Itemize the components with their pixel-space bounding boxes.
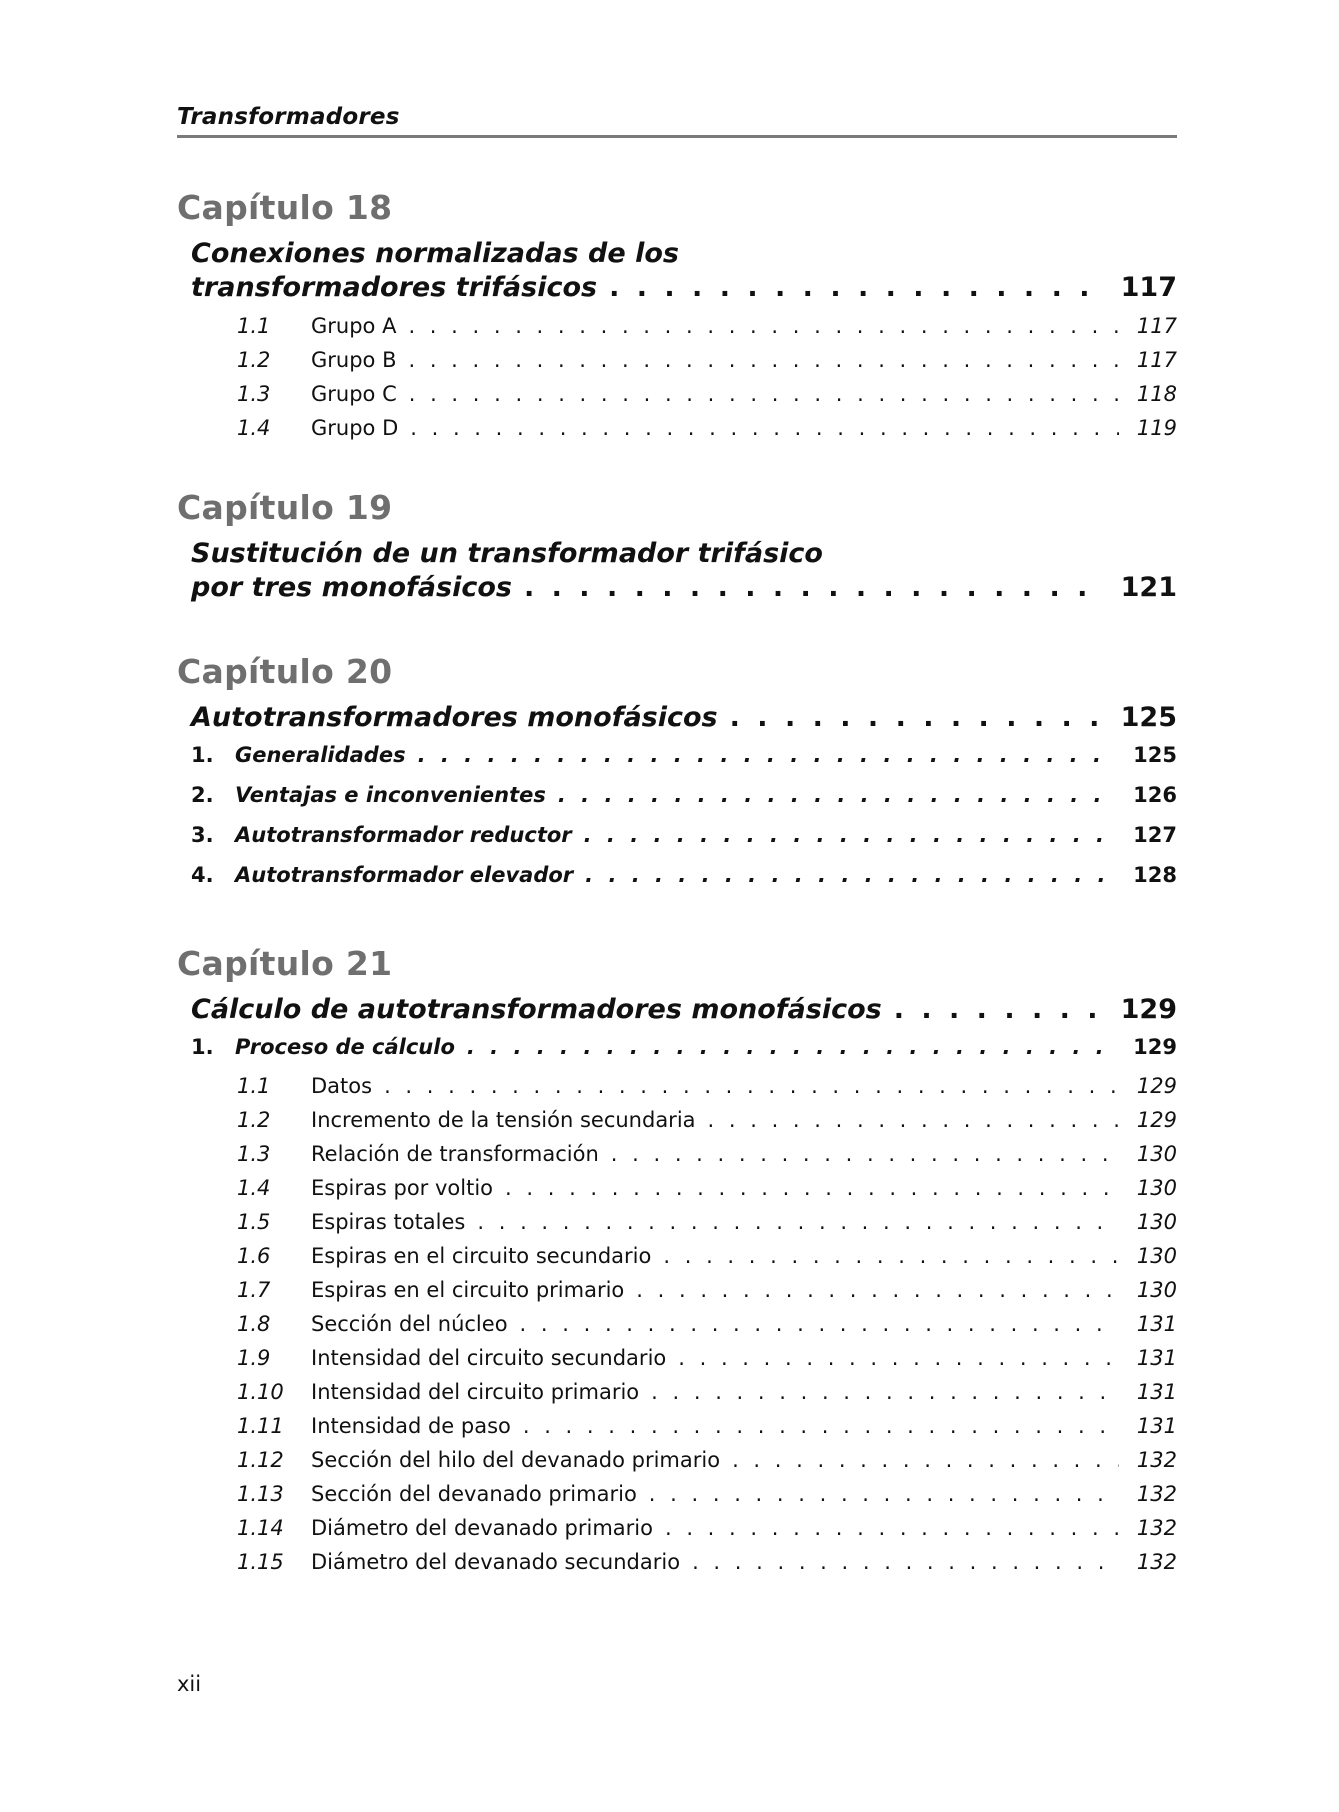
dot-leader <box>665 1511 1119 1545</box>
dot-leader <box>732 1443 1119 1477</box>
section-number: 4. <box>191 863 214 887</box>
dot-leader <box>523 1409 1119 1443</box>
chapter-19 <box>177 488 1177 605</box>
sub-number: 1.8 <box>237 1312 271 1336</box>
dot-leader <box>730 701 1103 735</box>
page-number: 127 <box>1133 823 1177 847</box>
dot-leader <box>384 1069 1119 1103</box>
footer-page-number: xii <box>177 1672 202 1696</box>
toc-sub-row[interactable] <box>237 1103 1177 1137</box>
page-number: 128 <box>1133 863 1177 887</box>
toc-section-row[interactable] <box>191 815 1177 855</box>
sub-number: 1.10 <box>237 1380 284 1404</box>
page-number: 130 <box>1136 1210 1177 1234</box>
dot-leader <box>409 377 1119 411</box>
chapter-title-line1: Sustitución de un transformador trifásico <box>191 538 823 569</box>
sub-title: Espiras totales <box>311 1210 466 1234</box>
chapter-heading: Capítulo 21 <box>177 944 393 983</box>
chapter-heading: Capítulo 20 <box>177 652 393 691</box>
dot-leader <box>692 1545 1119 1579</box>
toc-section-row[interactable] <box>191 1027 1177 1067</box>
page-number: 117 <box>1120 272 1177 303</box>
chapter-title-line2: transformadores trifásicos <box>191 272 598 303</box>
toc-sub-row[interactable] <box>237 1375 1177 1409</box>
page-number: 130 <box>1136 1278 1177 1302</box>
page-number: 119 <box>1136 416 1177 440</box>
dot-leader <box>584 815 1113 855</box>
dot-leader <box>651 1375 1119 1409</box>
toc-section-row[interactable] <box>191 735 1177 775</box>
dot-leader <box>505 1171 1119 1205</box>
sub-title: Diámetro del devanado secundario <box>311 1550 681 1574</box>
toc-sub-row[interactable] <box>237 343 1177 377</box>
page-number: 125 <box>1120 702 1177 733</box>
page-number: 132 <box>1136 1550 1177 1574</box>
dot-leader <box>708 1103 1119 1137</box>
page-number: 131 <box>1136 1346 1177 1370</box>
sub-number: 1.15 <box>237 1550 284 1574</box>
sub-number: 1.5 <box>237 1210 271 1234</box>
page-number: 125 <box>1133 743 1177 767</box>
sub-number: 1.1 <box>237 314 271 338</box>
sub-number: 1.2 <box>237 1108 271 1132</box>
sub-number: 1.3 <box>237 1142 271 1166</box>
page-number: 130 <box>1136 1176 1177 1200</box>
chapter-heading: Capítulo 19 <box>177 488 393 527</box>
sub-title: Espiras en el circuito secundario <box>311 1244 652 1268</box>
sub-title: Sección del devanado primario <box>311 1482 637 1506</box>
sub-title: Datos <box>311 1074 373 1098</box>
dot-leader <box>649 1477 1119 1511</box>
sub-number: 1.6 <box>237 1244 271 1268</box>
toc-sub-row[interactable] <box>237 1205 1177 1239</box>
toc-section-row[interactable] <box>191 775 1177 815</box>
dot-leader <box>408 309 1119 343</box>
sub-title: Intensidad del circuito secundario <box>311 1346 667 1370</box>
section-title: Autotransformador elevador <box>235 863 574 887</box>
toc-main-row[interactable] <box>191 993 1177 1027</box>
sub-title: Espiras en el circuito primario <box>311 1278 625 1302</box>
sub-number: 1.11 <box>237 1414 284 1438</box>
sub-title: Grupo B <box>311 348 397 372</box>
page-number: 132 <box>1136 1516 1177 1540</box>
page-number: 118 <box>1136 382 1177 406</box>
page-number: 131 <box>1136 1312 1177 1336</box>
dot-leader <box>467 1027 1113 1067</box>
dot-leader <box>524 571 1103 605</box>
sub-number: 1.3 <box>237 382 271 406</box>
page-number: 131 <box>1136 1414 1177 1438</box>
toc-sub-row[interactable] <box>237 1137 1177 1171</box>
page-number: 130 <box>1136 1244 1177 1268</box>
sub-title: Relación de transformación <box>311 1142 599 1166</box>
section-number: 1. <box>191 743 214 767</box>
toc-sub-row[interactable] <box>237 1409 1177 1443</box>
toc-sub-row[interactable] <box>237 1545 1177 1579</box>
chapter-20 <box>177 652 1177 895</box>
page-number: 132 <box>1136 1448 1177 1472</box>
section-title: Autotransformador reductor <box>235 823 572 847</box>
toc-sub-row[interactable] <box>237 1069 1177 1103</box>
dot-leader <box>418 735 1113 775</box>
chapter-title-line2: por tres monofásicos <box>191 572 512 603</box>
sub-title: Incremento de la tensión secundaria <box>311 1108 696 1132</box>
toc-sub-row[interactable] <box>237 1239 1177 1273</box>
sub-number: 1.2 <box>237 348 271 372</box>
dot-leader <box>477 1205 1119 1239</box>
page-number: 129 <box>1136 1108 1177 1132</box>
toc-sub-row[interactable] <box>237 1341 1177 1375</box>
toc-sub-row[interactable] <box>237 1477 1177 1511</box>
toc-sub-row[interactable] <box>237 1171 1177 1205</box>
sub-number: 1.14 <box>237 1516 284 1540</box>
toc-main-row[interactable] <box>191 571 1177 605</box>
page-number: 129 <box>1133 1035 1177 1059</box>
section-title: Proceso de cálculo <box>235 1035 455 1059</box>
toc-main-row[interactable] <box>191 701 1177 735</box>
running-header: Transformadores <box>177 104 1177 138</box>
page-number: 129 <box>1136 1074 1177 1098</box>
page-number: 117 <box>1136 314 1177 338</box>
sub-title: Grupo A <box>311 314 397 338</box>
dot-leader <box>558 775 1113 815</box>
section-number: 2. <box>191 783 214 807</box>
toc-sub-row[interactable] <box>237 1273 1177 1307</box>
dot-leader <box>663 1239 1119 1273</box>
section-title: Generalidades <box>235 743 406 767</box>
chapter-title: Cálculo de autotransformadores monofásicos <box>191 994 882 1025</box>
sub-number: 1.4 <box>237 1176 271 1200</box>
toc-main-row[interactable] <box>191 271 1177 305</box>
page-number: 132 <box>1136 1482 1177 1506</box>
toc-section-row[interactable] <box>191 855 1177 895</box>
sub-number: 1.4 <box>237 416 271 440</box>
page-number: 126 <box>1133 783 1177 807</box>
section-number: 1. <box>191 1035 214 1059</box>
sub-title: Intensidad de paso <box>311 1414 511 1438</box>
page-number: 130 <box>1136 1142 1177 1166</box>
sub-number: 1.9 <box>237 1346 271 1370</box>
dot-leader <box>636 1273 1119 1307</box>
section-title: Ventajas e inconvenientes <box>235 783 546 807</box>
sub-number: 1.12 <box>237 1448 284 1472</box>
sub-title: Sección del hilo del devanado primario <box>311 1448 721 1472</box>
dot-leader <box>408 343 1119 377</box>
dot-leader <box>585 855 1113 895</box>
sub-number: 1.13 <box>237 1482 284 1506</box>
chapter-heading: Capítulo 18 <box>177 188 393 227</box>
toc-sub-row[interactable] <box>237 1511 1177 1545</box>
dot-leader <box>609 271 1103 305</box>
page-number: 131 <box>1136 1380 1177 1404</box>
dot-leader <box>678 1341 1119 1375</box>
chapter-main-entry <box>191 537 1177 571</box>
chapter-main-entry <box>191 237 1177 271</box>
chapter-title: Autotransformadores monofásicos <box>191 702 718 733</box>
sub-number: 1.1 <box>237 1074 271 1098</box>
dot-leader <box>611 1137 1119 1171</box>
dot-leader <box>894 993 1103 1027</box>
sub-title: Grupo C <box>311 382 397 406</box>
toc-sub-row[interactable] <box>237 377 1177 411</box>
dot-leader <box>520 1307 1119 1341</box>
chapter-title-line1: Conexiones normalizadas de los <box>191 238 679 269</box>
toc-sub-row[interactable] <box>237 309 1177 343</box>
section-number: 3. <box>191 823 214 847</box>
sub-title: Intensidad del circuito primario <box>311 1380 640 1404</box>
sub-number: 1.7 <box>237 1278 271 1302</box>
toc-sub-row[interactable] <box>237 1443 1177 1477</box>
toc-sub-row[interactable] <box>237 1307 1177 1341</box>
sub-title: Grupo D <box>311 416 399 440</box>
page-number: 129 <box>1120 994 1177 1025</box>
toc-sub-row[interactable] <box>237 411 1177 445</box>
sub-title: Espiras por voltio <box>311 1176 494 1200</box>
page-number: 121 <box>1120 572 1177 603</box>
chapter-18 <box>177 188 1177 445</box>
sub-title: Diámetro del devanado primario <box>311 1516 653 1540</box>
page-number: 117 <box>1136 348 1177 372</box>
sub-title: Sección del núcleo <box>311 1312 508 1336</box>
chapter-21 <box>177 944 1177 1579</box>
dot-leader <box>410 411 1119 445</box>
